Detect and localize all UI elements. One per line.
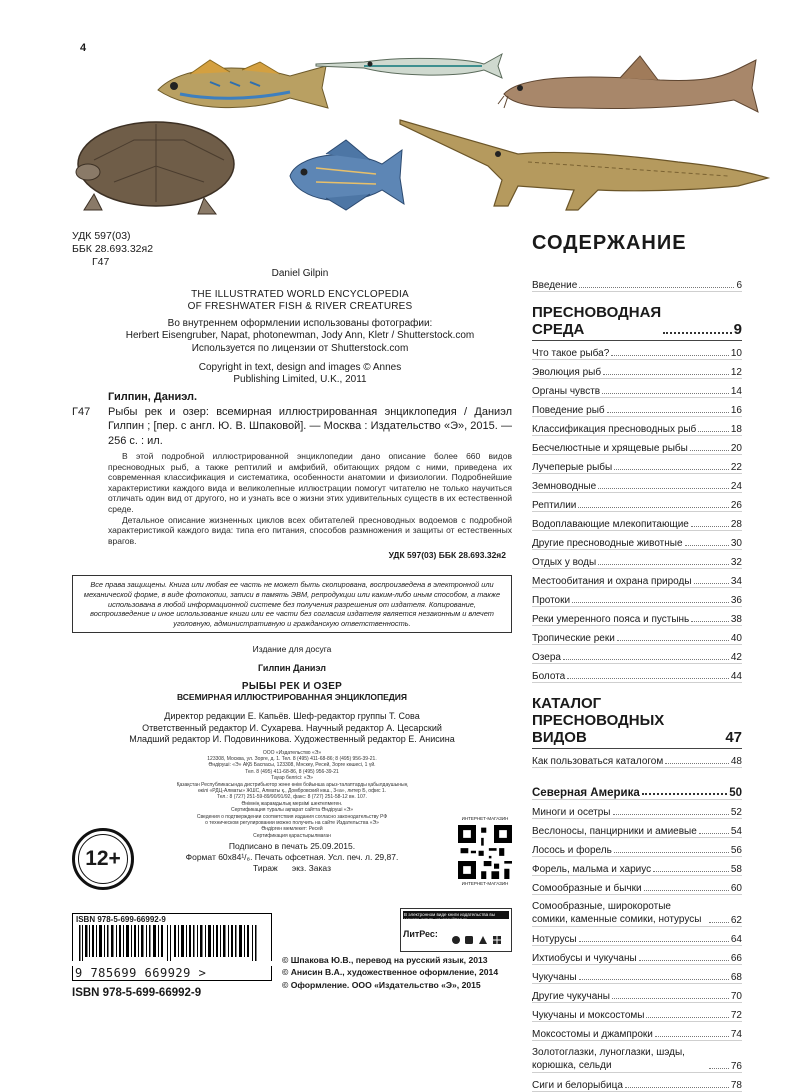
publisher-line: Сертификация туралы ақпарат сайтта Өндіруші «Э» (230, 807, 354, 814)
toc-entry[interactable] (532, 341, 742, 360)
toc-entry-page: 54 (730, 826, 742, 837)
udk-code: УДК 597(03) (72, 230, 131, 242)
rights-notice: Все права защищены. Книга или любая ее часть не может быть скопирована, воспроизведена в электронной или механической форме, в виде фотокопии, записи в память ЭВМ, репродукции или каким-либо иным способом, а также использована в любой информационной системе без получения разрешения от издателя. Копирование, воспроизведение и иное использование книги или ее части без согласия издателя является незаконным и влечет уголовную, административную и гражданскую ответственность. (72, 575, 512, 633)
library-codes (72, 230, 153, 269)
photo-credit-line: Herbert Eisengruber, Napat, photonewman, Jody Ann, Kletr / Shutterstock.com (125, 330, 475, 342)
toc-entry-page: 74 (730, 1029, 742, 1040)
toc-leader (685, 545, 729, 546)
toc-leader (563, 659, 729, 660)
toc-entry[interactable] (532, 474, 742, 493)
publisher-details (72, 750, 512, 840)
toc-entry-label: Лосось и форель (532, 845, 612, 856)
toc-entry[interactable] (532, 927, 742, 946)
toc-entry-page: 34 (730, 576, 742, 587)
toc-entry-label: Что такое рыба? (532, 348, 610, 359)
publisher-line: ООО «Издательство «Э» (262, 749, 322, 756)
toc-entry-label: Сиги и белорыбица (532, 1080, 623, 1091)
toc-leader (709, 1068, 729, 1069)
toc-entry[interactable] (532, 455, 742, 474)
toc-entry[interactable] (532, 1073, 742, 1092)
age-rating-badge: 12+ (72, 828, 134, 890)
bibliographic-author: Гилпин, Даниэл. (108, 391, 198, 403)
toc-leader (699, 833, 729, 834)
toc-section-entries (532, 341, 742, 683)
toc-entry-label: Поведение рыб (532, 405, 605, 416)
toc-leader (578, 507, 728, 508)
toc-entry-page: 28 (730, 519, 742, 530)
original-copyright-line: Publishing Limited, U.K., 2011 (233, 374, 367, 386)
toc-leader (644, 890, 729, 891)
toc-leader (653, 871, 729, 872)
toc-leader (598, 564, 729, 565)
toc-leader (579, 287, 734, 288)
toc-leader (694, 583, 729, 584)
killifish-illustration (286, 138, 406, 214)
toc-entry-label: Водоплавающие млекопитающие (532, 519, 689, 530)
toc-entry-label: Форель, мальма и хариус (532, 864, 652, 875)
photo-credit-line: Во внутреннем оформлении использованы фотографии: (167, 317, 433, 329)
toc-entry-page: 12 (730, 367, 742, 378)
toc-entry-label: Ихтиобусы и чукучаны (532, 953, 637, 964)
toc-entry-label: Как пользоваться каталогом (532, 756, 664, 767)
toc-entry-label: Органы чувств (532, 386, 601, 397)
toc-entry-page: 20 (730, 443, 742, 454)
toc-leader (607, 412, 729, 413)
barcode-icon (72, 925, 272, 961)
bibliographic-codes (72, 550, 512, 561)
toc-leader (614, 469, 729, 470)
toc-entry-page: 60 (730, 883, 742, 894)
toc-entry[interactable] (532, 965, 742, 984)
toc-subsection-entries (532, 800, 742, 1092)
toc-entry-page: 24 (730, 481, 742, 492)
toc-leader (572, 602, 729, 603)
publisher-line: Тауар белгісі: «Э» (271, 775, 313, 782)
print-run: Тираж экз. Заказ (253, 863, 331, 874)
toc-leader (691, 621, 729, 622)
toc-entry[interactable] (532, 1003, 742, 1022)
store-icons (451, 935, 505, 945)
toc-entry[interactable] (532, 664, 742, 683)
toc-leader (655, 1036, 729, 1037)
original-copyright-line: Copyright in text, design and images © Annes (198, 361, 402, 373)
original-title-line: THE ILLUSTRATED WORLD ENCYCLOPEDIA (191, 288, 409, 300)
staff-line: Младший редактор И. Подовинникова. Художественный редактор Е. Анисина (129, 734, 455, 744)
toc-entry-label: Веслоносы, панцирники и амиевые (532, 826, 697, 837)
toc-entry-label: Болота (532, 671, 566, 682)
original-title (110, 289, 490, 314)
toc-entry-page: 68 (730, 972, 742, 983)
toc-entry[interactable] (532, 876, 742, 895)
toc-entry[interactable] (532, 838, 742, 857)
toc-entry-label: Чукучаны и моксостомы (532, 1010, 645, 1021)
toc-entry-page: 78 (730, 1080, 742, 1091)
isbn-barcode (72, 913, 272, 999)
copyright-line: © Анисин В.А., художественное оформление, 2014 (282, 967, 499, 978)
toc-entry-page: 64 (730, 934, 742, 945)
toc-entry[interactable] (532, 531, 742, 550)
toc-entry-label: Другие пресноводные животные (532, 538, 683, 549)
toc-entry[interactable] (532, 800, 742, 819)
publisher-line: Өнімнің жарамдылық мерзімі шектелмеген. (241, 800, 343, 807)
toc-leader (690, 450, 729, 451)
toc-leader (613, 814, 729, 815)
toc-entry-label: Озера (532, 652, 561, 663)
toc-leader (642, 793, 727, 795)
toc-leader (646, 1017, 728, 1018)
publisher-line: өкілі «РДЦ-Алматы» ЖШС, Алматы қ., Домбровский көш., 3«а», литер Б, офис 1. (197, 787, 387, 794)
udk-code: УДК 597(03) (388, 550, 437, 561)
toc-entry[interactable] (532, 417, 742, 436)
staff-line: Ответственный редактор И. Сухарева. Научный редактор А. Цесарский (142, 722, 442, 733)
toc-entry-page: 42 (730, 652, 742, 663)
toc-section[interactable] (532, 304, 742, 341)
toc-entry-label: Отдых у воды (532, 557, 597, 568)
toc-entry-label: Местообитания и охрана природы (532, 576, 692, 587)
bbk-code: ББК 28.693.32я2 (438, 550, 506, 561)
toc-entry-page: 6 (736, 280, 742, 291)
contents-title: СОДЕРЖАНИЕ (532, 232, 687, 254)
toc-entry-page: 16 (730, 405, 742, 416)
toc-leader (612, 998, 729, 999)
publisher-line: Сведения о подтверждении соответствия издания согласно законодательству РФ (196, 813, 388, 820)
toc-entry[interactable] (532, 360, 742, 379)
toc-leader (579, 941, 729, 942)
edition-type: Издание для досуга (252, 644, 332, 654)
toc-leader (602, 393, 729, 394)
toc-entry[interactable] (532, 749, 742, 768)
toc-entry[interactable] (532, 512, 742, 531)
author-mark: Г47 (92, 256, 110, 268)
toc-entry-page: 58 (730, 864, 742, 875)
imprint-author: Гилпин Даниэл (258, 663, 326, 673)
toc-entry-page: 10 (730, 348, 742, 359)
publisher-line: о техническом регулировании можно получить на сайте Издательства «Э» (205, 819, 379, 826)
toc-entry-label: Бесчелюстные и хрящевые рыбы (532, 443, 688, 454)
toc-entry[interactable] (532, 436, 742, 455)
toc-entry-page: 38 (730, 614, 742, 625)
toc-entry-page: 30 (730, 538, 742, 549)
toc-entry-label: Земноводные (532, 481, 597, 492)
toc-leader (567, 678, 729, 679)
toc-section-page: 9 (733, 321, 742, 338)
toc-entry-label: Сомообразные, широкоротые сомики, каменные сомики, нотурусы (532, 901, 702, 925)
toc-entry-label: Золотоглазки, луноглазки, шэды, корюшка, сельди (532, 1047, 685, 1071)
publisher-line: Сертификация қарастырылмаған (253, 832, 331, 839)
toc-entry-label: Рептилии (532, 500, 577, 511)
toc-entry-page: 52 (730, 807, 742, 818)
bbk-code: ББК 28.693.32я2 (72, 243, 154, 255)
annotation-paragraph: В этой подробной иллюстрированной энциклопедии дано описание более 660 видов пресноводных рыб, а также рептилий и амфибий, обитающих рядом с ними, приведена их современная классификация и систематика, особенности анатомии и физиологии. Подробнейшие характеристики каждого вида и великолепные иллюстрации помогут читателю не только научиться отличать один вид от другого, но и узнать все о жизни этих удивительных существ в их естественной среде. (108, 451, 512, 514)
toc-entry-label: Классификация пресноводных рыб (532, 424, 697, 435)
publisher-line: Өндіруші: «Э» АҚБ Баспасы, 123308, Мәскеу, Ресей, Зорге көшесі, 1 үй. (208, 762, 376, 769)
toc-entry-label: Реки умеренного пояса и пустынь (532, 614, 690, 625)
litres-promo[interactable] (400, 908, 512, 952)
toc-entry-page: 48 (730, 756, 742, 767)
toc-leader (691, 526, 729, 527)
toc-entry[interactable] (532, 550, 742, 569)
toc-section-label: ПРЕСНОВОДНАЯ СРЕДА (532, 304, 662, 338)
toc-leader (617, 640, 729, 641)
toc-entry-page: 22 (730, 462, 742, 473)
copyright-line: © Шпакова Ю.В., перевод на русский язык, 2013 (282, 955, 488, 965)
toc-entry-page: 18 (730, 424, 742, 435)
isbn-label: ISBN 978-5-699-66992-9 (72, 913, 272, 925)
photo-credits (110, 318, 490, 356)
toc-leader (611, 355, 729, 356)
toc-entry-label: Протоки (532, 595, 571, 606)
publisher-line: Қазақстан Республикасында дистрибьютор және өнім бойынша арыз-талаптарды қабылдаушының (176, 781, 408, 788)
qr-caption: ИНТЕРНЕТ-МАГАЗИН (461, 816, 509, 821)
publisher-line: Тел.: 8 (727) 251-59-89/90/91/92, факс: 8 (727) 251-58-12 вн. 107. (217, 794, 367, 801)
toc-leader (603, 374, 729, 375)
toc-entry-label: Сомообразные и бычки (532, 883, 642, 894)
toc-entry[interactable] (532, 819, 742, 838)
toc-leader (709, 922, 729, 923)
toc-entry-page: 56 (730, 845, 742, 856)
publisher-line: Тел. 8 (495) 411-68-86, 8 (495) 956-39-21 (245, 768, 339, 775)
toc-entry-page: 70 (730, 991, 742, 1002)
toc-entry-label: Нотурусы (532, 934, 577, 945)
toc-entry-page: 44 (730, 671, 742, 682)
toc-entry[interactable] (532, 857, 742, 876)
photo-credit-line: Используется по лицензии от Shutterstock.com (191, 342, 409, 354)
toc-entry[interactable] (532, 493, 742, 512)
toc-entry[interactable] (532, 273, 742, 292)
toc-section-page: 47 (725, 729, 742, 746)
toc-entry[interactable] (532, 984, 742, 1003)
toc-leader (663, 332, 731, 334)
toc-entry-page: 76 (730, 1061, 742, 1072)
staff-line: Директор редакции Е. Капьёв. Шеф-редактор группы Т. Сова (164, 711, 420, 721)
garfish-illustration (314, 48, 504, 84)
toc-entry-label: Другие чукучаны (532, 991, 610, 1002)
toc-entry-page: 14 (730, 386, 742, 397)
editorial-staff (72, 711, 512, 746)
toc-leader (625, 1087, 729, 1088)
toc-entry[interactable] (532, 588, 742, 607)
toc-entry[interactable] (532, 895, 742, 927)
barcode-number: 9 785699 669929 > (72, 966, 272, 981)
imprint-title: РЫБЫ РЕК И ОЗЕР (241, 681, 343, 692)
annotation-paragraph: Детальное описание жизненных циклов всех обитателей пресноводных водоемов с подробной характеристикой каждого вида: типа его питания, способов размножения и защиты от естественных врагов. (108, 514, 512, 546)
isbn-number: ISBN 978-5-699-66992-9 (72, 987, 202, 999)
copyright-notices (282, 954, 514, 991)
toc-entry[interactable] (532, 607, 742, 626)
toc-entry[interactable] (532, 569, 742, 588)
bibliographic-record (72, 390, 512, 561)
original-edition-info (110, 268, 490, 387)
toc-entry-label: Введение (532, 280, 578, 291)
toc-entry-page: 36 (730, 595, 742, 606)
toc-entry[interactable] (532, 398, 742, 417)
goby-fish-illustration (150, 56, 330, 118)
original-copyright (110, 362, 490, 387)
toc-entry-label: Чукучаны (532, 972, 577, 983)
toc-entry[interactable] (532, 626, 742, 645)
original-title-line: OF FRESHWATER FISH & RIVER CREATURES (187, 301, 413, 313)
toc-subsection-label: Северная Америка (532, 787, 640, 799)
toc-entry[interactable] (532, 946, 742, 965)
publisher-line: 123308, Москва, ул. Зорге, д. 1. Тел. 8 (495) 411-68-86; 8 (495) 956-39-21. (207, 755, 377, 762)
toc-entry-label: Эволюция рыб (532, 367, 602, 378)
toc-entry-label: Миноги и осетры (532, 807, 611, 818)
toc-entry-label: Моксостомы и джампроки (532, 1029, 653, 1040)
toc-entry[interactable] (532, 645, 742, 664)
toc-section[interactable] (532, 695, 742, 749)
toc-entry-page: 62 (730, 915, 742, 926)
table-of-contents (532, 228, 742, 1092)
toc-leader (639, 960, 729, 961)
toc-entry-page: 72 (730, 1010, 742, 1021)
toc-entry-page: 32 (730, 557, 742, 568)
toc-entry-label: Тропические реки (532, 633, 615, 644)
toc-leader (698, 431, 729, 432)
bibliographic-code: Г47 (72, 406, 91, 418)
imprint (72, 640, 512, 874)
toc-section-label: КАТАЛОГ ПРЕСНОВОДНЫХ ВИДОВ (532, 695, 665, 746)
signed-to-print: Подписано в печать 25.09.2015. (228, 841, 356, 852)
toc-entry-page: 26 (730, 500, 742, 511)
imprint-subtitle: ВСЕМИРНАЯ ИЛЛЮСТРИРОВАННАЯ ЭНЦИКЛОПЕДИЯ (176, 692, 408, 702)
litres-logo: ЛитРес: (403, 929, 438, 939)
publisher-line: Өндірген мемлекет: Ресей (261, 826, 323, 833)
toc-entry-page: 40 (730, 633, 742, 644)
toc-entry-label: Лучеперые рыбы (532, 462, 613, 473)
toc-entry[interactable] (532, 1041, 742, 1073)
toc-leader (665, 763, 729, 764)
toc-entry[interactable] (532, 379, 742, 398)
toc-leader (598, 488, 729, 489)
copyright-line: © Оформление. ООО «Издательство «Э», 2015 (282, 979, 481, 990)
toc-entry[interactable] (532, 1022, 742, 1041)
qr-caption: ИНТЕРНЕТ-МАГАЗИН (461, 881, 509, 886)
original-author: Daniel Gilpin (271, 268, 329, 279)
bibliographic-entry: Рыбы рек и озер: всемирная иллюстрированная энциклопедия / Даниэл Гилпин ; [пер. с англ. Ю. В. Шпаковой]. — Москва : Издательство «Э», 2015. — 256 с. : ил. (108, 405, 512, 447)
print-format: Формат 60x84¹/₈. Печать офсетная. Усл. печ. л. 29,87. (185, 852, 399, 863)
toc-entry-page: 66 (730, 953, 742, 964)
toc-leader (614, 852, 729, 853)
turtle-illustration (74, 110, 244, 220)
toc-subsection-page: 50 (729, 787, 742, 799)
qr-code-icon[interactable] (458, 825, 512, 879)
page-number: 4 (80, 42, 87, 54)
gharial-illustration (398, 110, 770, 222)
litres-header: В электронном виде книги издательства вы можете купить на www.litres.ru (403, 911, 509, 919)
toc-leader (579, 979, 729, 980)
toc-subsection[interactable] (532, 782, 742, 800)
